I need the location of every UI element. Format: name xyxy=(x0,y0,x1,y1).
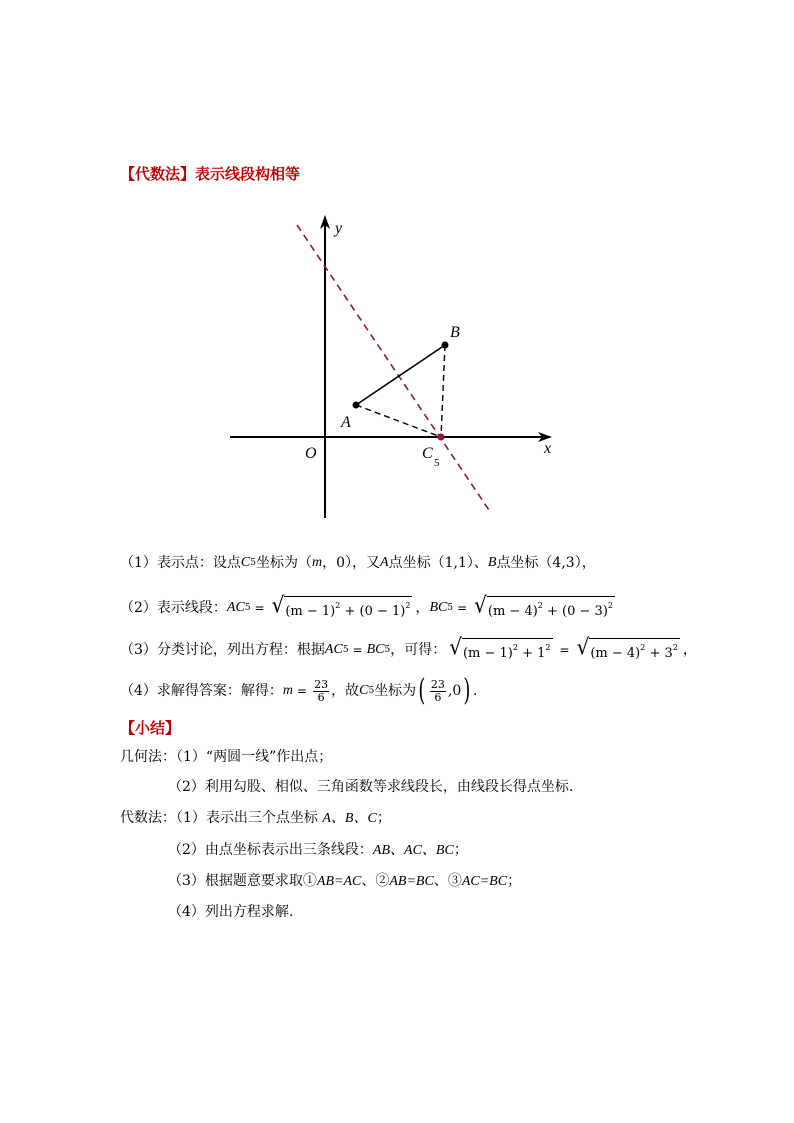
dashed-bisector-line xyxy=(297,225,491,513)
radicand: $(m - 4)^2 + 3^2$ xyxy=(589,638,680,662)
s1-mid2: ，0），又 xyxy=(322,555,381,571)
s4-coord-tail: ,0 xyxy=(447,683,462,699)
s3-bc-sub: 5 xyxy=(384,645,391,655)
s4-c: C xyxy=(359,683,369,698)
s2-bc-sub: 5 xyxy=(447,603,454,613)
s1-m: m xyxy=(312,555,323,570)
s2-eq-2: = xyxy=(457,601,468,615)
title-close-bracket: 】 xyxy=(180,165,196,183)
step-4 xyxy=(120,673,478,708)
alg-item-3-a: AB=AC xyxy=(316,874,362,889)
geo-item-1: （1）“两圆一线”作出点； xyxy=(176,749,333,765)
alg-item-3-sep2: 、③ xyxy=(433,873,462,889)
summary-title: 【小结】 xyxy=(120,719,181,737)
radicand: $(m - 4)^2 + (0 - 3)^2$ xyxy=(487,596,615,620)
alg-line-4: （4）列出方程求解. xyxy=(168,904,294,920)
point-a-label: A xyxy=(341,414,351,431)
alg-item-3-b: AB=BC xyxy=(389,874,434,889)
point-b xyxy=(442,342,449,349)
s4-c-sub: 5 xyxy=(368,686,375,696)
s3-lhs-radical xyxy=(449,633,552,662)
s1-b: B xyxy=(487,555,497,570)
fraction-denominator: 6 xyxy=(434,690,442,704)
fraction-numerator: 23 xyxy=(430,677,445,691)
s4-mid: ，故 xyxy=(331,683,360,699)
geo-label: 几何法： xyxy=(120,749,176,765)
s3-rhs-radical xyxy=(576,633,680,662)
segment-ac xyxy=(356,405,441,437)
alg-item-1: （1）表示出三个点坐标 xyxy=(176,810,323,826)
alg-line-2 xyxy=(168,840,468,861)
fraction-numerator: 23 xyxy=(314,677,329,691)
left-paren: ( xyxy=(418,673,426,708)
s1-c-sub: 5 xyxy=(250,558,256,568)
point-b-label: B xyxy=(450,324,460,341)
radicand: $(m - 1)^2 + 1^2$ xyxy=(462,638,553,662)
geo-line-2: （2）利用勾股、相似、三角函数等求线段长，由线段长得点坐标. xyxy=(168,779,574,795)
s2-bc-label: BC xyxy=(429,600,448,615)
title-open-bracket: 【 xyxy=(120,165,136,183)
s3-ac-sub: 5 xyxy=(342,645,349,655)
alg-item-2-end: ； xyxy=(453,842,468,858)
radicand: $(m - 1)^2 + (0 - 1)^2$ xyxy=(284,596,412,620)
step-1 xyxy=(120,553,596,573)
s4-m: m xyxy=(282,683,294,698)
segment-ab xyxy=(356,345,445,405)
title-text: 表示线段构相等 xyxy=(195,165,301,183)
radical-sign: √ xyxy=(271,591,285,618)
point-a xyxy=(353,402,360,409)
section-title xyxy=(120,163,300,184)
alg-item-1-end: ； xyxy=(376,810,391,826)
point-c-subscript: 5 xyxy=(434,457,440,469)
alg-item-1-points: A、B、C xyxy=(322,811,377,826)
alg-item-3-end: ； xyxy=(507,873,522,889)
s3-prefix: （3）分类讨论，列出方程：根据 xyxy=(120,642,325,658)
alg-item-3-sep1: 、② xyxy=(361,873,390,889)
s4-eq: = xyxy=(297,684,308,698)
s4-end: . xyxy=(472,683,478,699)
origin-label: O xyxy=(305,445,317,462)
alg-item-3-c: AC=BC xyxy=(461,874,508,889)
s4-prefix: （4）求解得答案：解得： xyxy=(120,683,283,699)
s4-coord-fraction xyxy=(430,679,446,704)
alg-item-2-segments: AB、AC、BC xyxy=(372,843,454,858)
right-paren: ) xyxy=(463,673,471,708)
alg-label: 代数法： xyxy=(120,810,176,826)
s3-end: ， xyxy=(682,642,697,658)
title-keyword: 代数法 xyxy=(135,165,181,183)
s1-mid4: 点坐标（4,3）， xyxy=(496,555,596,571)
s1-mid1: 坐标为（ xyxy=(256,555,312,571)
coordinate-figure xyxy=(220,205,560,525)
s1-c: C xyxy=(240,555,251,570)
s3-bc: BC xyxy=(366,642,385,657)
step-2 xyxy=(120,591,618,620)
s3-eq-1: = xyxy=(352,643,363,657)
step-3 xyxy=(120,633,697,662)
point-c-label: C xyxy=(422,445,433,462)
x-axis-label: x xyxy=(544,440,552,457)
geo-line-1 xyxy=(120,747,332,767)
s1-a: A xyxy=(380,555,389,570)
s3-mid: ，可得： xyxy=(390,642,447,658)
s2-sep: ， xyxy=(415,600,430,616)
alg-line-1 xyxy=(120,808,391,829)
s2-ac-sub: 5 xyxy=(244,603,251,613)
alg-line-3 xyxy=(168,871,521,892)
alg-item-2: （2）由点坐标表示出三条线段： xyxy=(168,842,373,858)
s2-bc-radical xyxy=(474,591,615,620)
point-c5 xyxy=(438,434,445,441)
s4-fraction xyxy=(313,679,329,704)
y-axis-label: y xyxy=(335,220,343,237)
radical-sign: √ xyxy=(449,633,462,660)
s2-prefix: （2）表示线段： xyxy=(120,600,227,616)
alg-item-3: （3）根据题意要求取① xyxy=(168,873,317,889)
segment-bc xyxy=(441,345,445,437)
radical-sign: √ xyxy=(576,633,590,660)
s1-prefix: （1）表示点：设点 xyxy=(120,555,241,571)
s2-ac-label: AC xyxy=(226,600,245,615)
radical-sign: √ xyxy=(474,591,487,618)
fraction-denominator: 6 xyxy=(317,690,325,704)
s2-ac-radical xyxy=(271,591,413,620)
s3-eq-2: = xyxy=(559,643,570,657)
s4-mid2: 坐标为 xyxy=(374,683,417,699)
s3-ac: AC xyxy=(324,642,343,657)
s2-eq-1: = xyxy=(254,601,265,615)
s1-mid3: 点坐标（1,1）、 xyxy=(388,555,488,571)
